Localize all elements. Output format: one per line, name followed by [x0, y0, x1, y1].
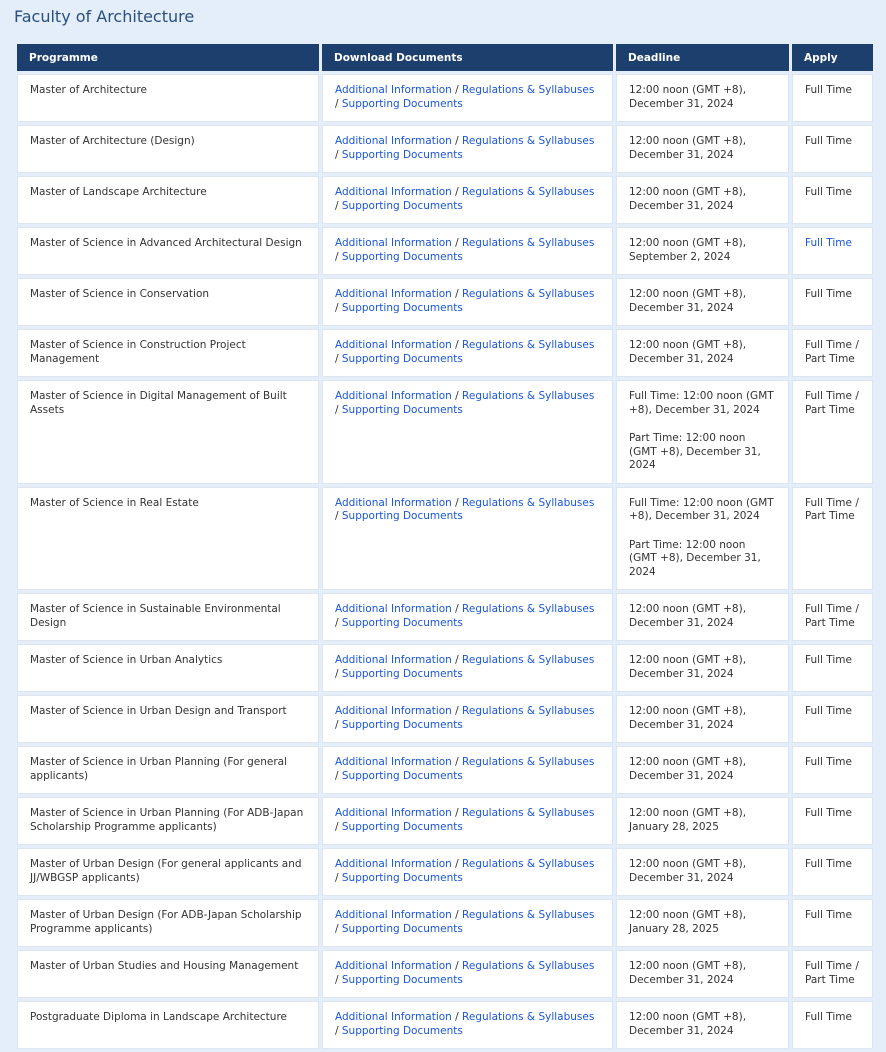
link-separator: /	[335, 973, 342, 986]
apply-mode: Full Time	[805, 909, 852, 921]
programme-name: Master of Science in Conservation	[17, 278, 319, 326]
regulations-syllabuses-link[interactable]: Regulations & Syllabuses	[462, 960, 595, 972]
page-title: Faculty of Architecture	[14, 7, 195, 26]
table-row	[17, 848, 873, 896]
deadline-text: 12:00 noon (GMT +8), December 31, 2024	[629, 84, 747, 110]
apply-cell	[792, 899, 873, 947]
download-documents-cell	[322, 746, 613, 794]
deadline-spacer	[629, 417, 776, 432]
supporting-documents-link[interactable]: Supporting Documents	[341, 616, 463, 629]
apply-mode: Full Time	[805, 858, 852, 870]
table-row	[17, 644, 873, 692]
apply-cell	[792, 1001, 873, 1049]
table-row	[17, 227, 873, 275]
supporting-documents-link[interactable]: Supporting Documents	[341, 97, 463, 110]
deadline-cell	[616, 278, 789, 326]
deadline-cell	[616, 176, 789, 224]
programme-name: Master of Science in Sustainable Environmental Design	[17, 593, 319, 641]
apply-mode: Full Time	[805, 1011, 852, 1023]
link-separator: /	[335, 510, 342, 522]
deadline-cell	[616, 380, 789, 484]
programme-name: Master of Urban Design (For ADB-Japan Scholarship Programme applicants)	[17, 899, 319, 947]
download-documents-cell	[322, 176, 613, 224]
apply-cell	[792, 746, 873, 794]
additional-information-link[interactable]: Additional Information	[335, 654, 452, 666]
regulations-syllabuses-link[interactable]: Regulations & Syllabuses	[462, 705, 595, 717]
additional-information-link[interactable]: Additional Information	[335, 237, 452, 249]
header-programme: Programme	[17, 44, 319, 71]
deadline-cell	[616, 125, 789, 173]
deadline-text: 12:00 noon (GMT +8), January 28, 2025	[629, 909, 747, 935]
deadline-cell	[616, 848, 789, 896]
apply-mode: Full Time	[805, 135, 852, 147]
apply-cell	[792, 487, 873, 591]
download-documents-cell	[322, 227, 613, 275]
programme-name: Master of Science in Urban Planning (For general applicants)	[17, 746, 319, 794]
apply-link[interactable]: Full Time	[805, 237, 852, 249]
link-separator: /	[451, 288, 463, 300]
link-separator: /	[451, 858, 463, 870]
download-documents-cell	[322, 593, 613, 641]
programme-name: Master of Science in Real Estate	[17, 487, 319, 591]
apply-cell	[792, 644, 873, 692]
deadline-text: 12:00 noon (GMT +8), December 31, 2024	[629, 603, 747, 629]
apply-mode: Full Time / Part Time	[805, 960, 859, 986]
additional-information-link[interactable]: Additional Information	[335, 390, 452, 402]
apply-mode: Full Time	[805, 84, 852, 96]
deadline-text: 12:00 noon (GMT +8), December 31, 2024	[629, 960, 747, 986]
download-documents-cell	[322, 848, 613, 896]
link-separator: /	[451, 705, 463, 717]
deadline-text: 12:00 noon (GMT +8), December 31, 2024	[629, 135, 747, 161]
additional-information-link[interactable]: Additional Information	[335, 84, 452, 96]
table-row	[17, 950, 873, 998]
apply-mode: Full Time / Part Time	[805, 339, 859, 365]
download-documents-cell	[322, 125, 613, 173]
link-separator: /	[451, 84, 463, 96]
link-separator: /	[335, 616, 342, 629]
supporting-documents-link[interactable]: Supporting Documents	[341, 667, 463, 680]
regulations-syllabuses-link[interactable]: Regulations & Syllabuses	[462, 858, 595, 870]
programme-name: Master of Science in Digital Management of Built Assets	[17, 380, 319, 484]
apply-cell	[792, 74, 873, 122]
apply-cell	[792, 125, 873, 173]
supporting-documents-link[interactable]: Supporting Documents	[341, 769, 463, 782]
supporting-documents-link[interactable]: Supporting Documents	[341, 510, 463, 522]
deadline-text: 12:00 noon (GMT +8), December 31, 2024	[629, 1011, 747, 1037]
link-separator: /	[335, 1024, 342, 1037]
supporting-documents-link[interactable]: Supporting Documents	[341, 973, 463, 986]
supporting-documents-link[interactable]: Supporting Documents	[341, 1024, 463, 1037]
regulations-syllabuses-link[interactable]: Regulations & Syllabuses	[462, 288, 595, 300]
regulations-syllabuses-link[interactable]: Regulations & Syllabuses	[462, 654, 595, 666]
apply-mode: Full Time	[805, 186, 852, 198]
apply-cell	[792, 380, 873, 484]
link-separator: /	[451, 186, 463, 198]
regulations-syllabuses-link[interactable]: Regulations & Syllabuses	[462, 1011, 595, 1023]
table-row	[17, 125, 873, 173]
supporting-documents-link[interactable]: Supporting Documents	[341, 871, 463, 884]
link-separator: /	[451, 909, 463, 921]
apply-mode: Full Time / Part Time	[805, 603, 859, 629]
supporting-documents-link[interactable]: Supporting Documents	[341, 250, 463, 263]
supporting-documents-link[interactable]: Supporting Documents	[341, 199, 463, 212]
regulations-syllabuses-link[interactable]: Regulations & Syllabuses	[462, 807, 595, 819]
programme-name: Master of Science in Urban Analytics	[17, 644, 319, 692]
apply-cell	[792, 797, 873, 845]
link-separator: /	[335, 148, 342, 161]
programme-name: Master of Urban Design (For general applicants and JJ/WBGSP applicants)	[17, 848, 319, 896]
link-separator: /	[451, 960, 463, 972]
deadline-text: 12:00 noon (GMT +8), January 28, 2025	[629, 807, 747, 833]
supporting-documents-link[interactable]: Supporting Documents	[341, 820, 463, 833]
additional-information-link[interactable]: Additional Information	[335, 807, 452, 819]
deadline-text: Full Time: 12:00 noon (GMT +8), December 31, 2024	[629, 496, 774, 522]
programme-name: Master of Science in Urban Planning (For ADB-Japan Scholarship Programme applicants)	[17, 797, 319, 845]
regulations-syllabuses-link[interactable]: Regulations & Syllabuses	[462, 84, 595, 96]
supporting-documents-link[interactable]: Supporting Documents	[341, 922, 463, 935]
additional-information-link[interactable]: Additional Information	[335, 339, 452, 351]
programme-name: Master of Science in Construction Project Management	[17, 329, 319, 377]
header-deadline: Deadline	[616, 44, 789, 71]
programme-name: Master of Landscape Architecture	[17, 176, 319, 224]
apply-cell	[792, 950, 873, 998]
apply-cell	[792, 695, 873, 743]
download-documents-cell	[322, 487, 613, 591]
table-header-row	[17, 44, 873, 71]
link-separator: /	[335, 871, 342, 884]
deadline-cell	[616, 487, 789, 591]
additional-information-link[interactable]: Additional Information	[335, 496, 452, 509]
download-documents-cell	[322, 695, 613, 743]
apply-cell	[792, 278, 873, 326]
programme-name: Master of Urban Studies and Housing Management	[17, 950, 319, 998]
deadline-cell	[616, 329, 789, 377]
deadline-cell	[616, 695, 789, 743]
link-separator: /	[451, 135, 463, 147]
deadline-text: 12:00 noon (GMT +8), December 31, 2024	[629, 705, 747, 731]
deadline-cell	[616, 899, 789, 947]
table-row	[17, 746, 873, 794]
link-separator: /	[451, 496, 463, 509]
supporting-documents-link[interactable]: Supporting Documents	[341, 352, 463, 365]
header-download-documents: Download Documents	[322, 44, 613, 71]
apply-mode: Full Time	[805, 756, 852, 768]
link-separator: /	[335, 199, 342, 212]
table-row	[17, 695, 873, 743]
deadline-text: 12:00 noon (GMT +8), December 31, 2024	[629, 756, 747, 782]
apply-mode: Full Time	[805, 654, 852, 666]
deadline-text: 12:00 noon (GMT +8), December 31, 2024	[629, 654, 747, 680]
apply-cell	[792, 848, 873, 896]
apply-cell	[792, 227, 873, 275]
download-documents-cell	[322, 74, 613, 122]
link-separator: /	[451, 756, 463, 768]
apply-cell	[792, 593, 873, 641]
download-documents-cell	[322, 899, 613, 947]
additional-information-link[interactable]: Additional Information	[335, 603, 452, 615]
link-separator: /	[335, 820, 342, 833]
download-documents-cell	[322, 950, 613, 998]
additional-information-link[interactable]: Additional Information	[335, 858, 452, 870]
supporting-documents-link[interactable]: Supporting Documents	[341, 718, 463, 731]
link-separator: /	[451, 339, 463, 351]
link-separator: /	[335, 667, 342, 680]
regulations-syllabuses-link[interactable]: Regulations & Syllabuses	[462, 186, 595, 198]
regulations-syllabuses-link[interactable]: Regulations & Syllabuses	[462, 496, 595, 509]
link-separator: /	[335, 403, 342, 416]
table-row	[17, 487, 873, 591]
link-separator: /	[335, 250, 342, 263]
additional-information-link[interactable]: Additional Information	[335, 186, 452, 198]
additional-information-link[interactable]: Additional Information	[335, 909, 452, 921]
deadline-text: 12:00 noon (GMT +8), December 31, 2024	[629, 288, 747, 314]
table-row	[17, 74, 873, 122]
table-row	[17, 278, 873, 326]
table-row	[17, 797, 873, 845]
deadline-cell	[616, 74, 789, 122]
programme-name: Postgraduate Diploma in Landscape Architecture	[17, 1001, 319, 1049]
link-separator: /	[451, 603, 463, 615]
link-separator: /	[335, 352, 342, 365]
apply-mode: Full Time	[805, 288, 852, 300]
table-row	[17, 176, 873, 224]
apply-mode: Full Time	[805, 705, 852, 717]
regulations-syllabuses-link[interactable]: Regulations & Syllabuses	[462, 756, 595, 768]
additional-information-link[interactable]: Additional Information	[335, 705, 452, 717]
supporting-documents-link[interactable]: Supporting Documents	[341, 301, 463, 314]
link-separator: /	[335, 922, 342, 935]
download-documents-cell	[322, 1001, 613, 1049]
additional-information-link[interactable]: Additional Information	[335, 135, 452, 147]
deadline-cell	[616, 1001, 789, 1049]
apply-mode: Full Time	[805, 807, 852, 819]
regulations-syllabuses-link[interactable]: Regulations & Syllabuses	[462, 237, 595, 249]
link-separator: /	[335, 97, 342, 110]
link-separator: /	[451, 807, 463, 819]
additional-information-link[interactable]: Additional Information	[335, 288, 452, 300]
deadline-cell	[616, 797, 789, 845]
deadline-text: Full Time: 12:00 noon (GMT +8), December 31, 2024	[629, 390, 774, 416]
regulations-syllabuses-link[interactable]: Regulations & Syllabuses	[462, 135, 595, 147]
deadline-text: 12:00 noon (GMT +8), December 31, 2024	[629, 186, 747, 212]
deadline-cell	[616, 593, 789, 641]
programme-name: Master of Architecture	[17, 74, 319, 122]
download-documents-cell	[322, 644, 613, 692]
deadline-cell	[616, 746, 789, 794]
deadline-cell	[616, 227, 789, 275]
table-row	[17, 380, 873, 484]
deadline-text: 12:00 noon (GMT +8), September 2, 2024	[629, 237, 747, 263]
additional-information-link[interactable]: Additional Information	[335, 960, 452, 972]
supporting-documents-link[interactable]: Supporting Documents	[341, 403, 463, 416]
table-row	[17, 593, 873, 641]
deadline-cell	[616, 644, 789, 692]
link-separator: /	[451, 1011, 463, 1023]
regulations-syllabuses-link[interactable]: Regulations & Syllabuses	[462, 339, 595, 351]
download-documents-cell	[322, 380, 613, 484]
table-row	[17, 329, 873, 377]
additional-information-link[interactable]: Additional Information	[335, 1011, 452, 1023]
regulations-syllabuses-link[interactable]: Regulations & Syllabuses	[462, 390, 595, 402]
table-row	[17, 899, 873, 947]
table-row	[17, 1001, 873, 1049]
programme-name: Master of Science in Urban Design and Transport	[17, 695, 319, 743]
deadline-text: Part Time: 12:00 noon (GMT +8), December 31, 2024	[629, 538, 761, 578]
link-separator: /	[335, 769, 342, 782]
link-separator: /	[451, 390, 463, 402]
link-separator: /	[451, 654, 463, 666]
apply-mode: Full Time / Part Time	[805, 496, 859, 522]
link-separator: /	[335, 718, 342, 731]
programmes-table	[14, 41, 876, 1052]
regulations-syllabuses-link[interactable]: Regulations & Syllabuses	[462, 603, 595, 615]
header-apply: Apply	[792, 44, 873, 71]
regulations-syllabuses-link[interactable]: Regulations & Syllabuses	[462, 909, 595, 921]
deadline-text: Part Time: 12:00 noon (GMT +8), December 31, 2024	[629, 432, 761, 471]
deadline-text: 12:00 noon (GMT +8), December 31, 2024	[629, 339, 747, 365]
programme-name: Master of Science in Advanced Architectural Design	[17, 227, 319, 275]
apply-cell	[792, 329, 873, 377]
programme-name: Master of Architecture (Design)	[17, 125, 319, 173]
supporting-documents-link[interactable]: Supporting Documents	[341, 148, 463, 161]
link-separator: /	[451, 237, 463, 249]
apply-mode: Full Time / Part Time	[805, 390, 859, 416]
additional-information-link[interactable]: Additional Information	[335, 756, 452, 768]
link-separator: /	[335, 301, 342, 314]
download-documents-cell	[322, 278, 613, 326]
download-documents-cell	[322, 797, 613, 845]
deadline-spacer	[629, 524, 776, 539]
deadline-text: 12:00 noon (GMT +8), December 31, 2024	[629, 858, 747, 884]
download-documents-cell	[322, 329, 613, 377]
deadline-cell	[616, 950, 789, 998]
apply-cell	[792, 176, 873, 224]
